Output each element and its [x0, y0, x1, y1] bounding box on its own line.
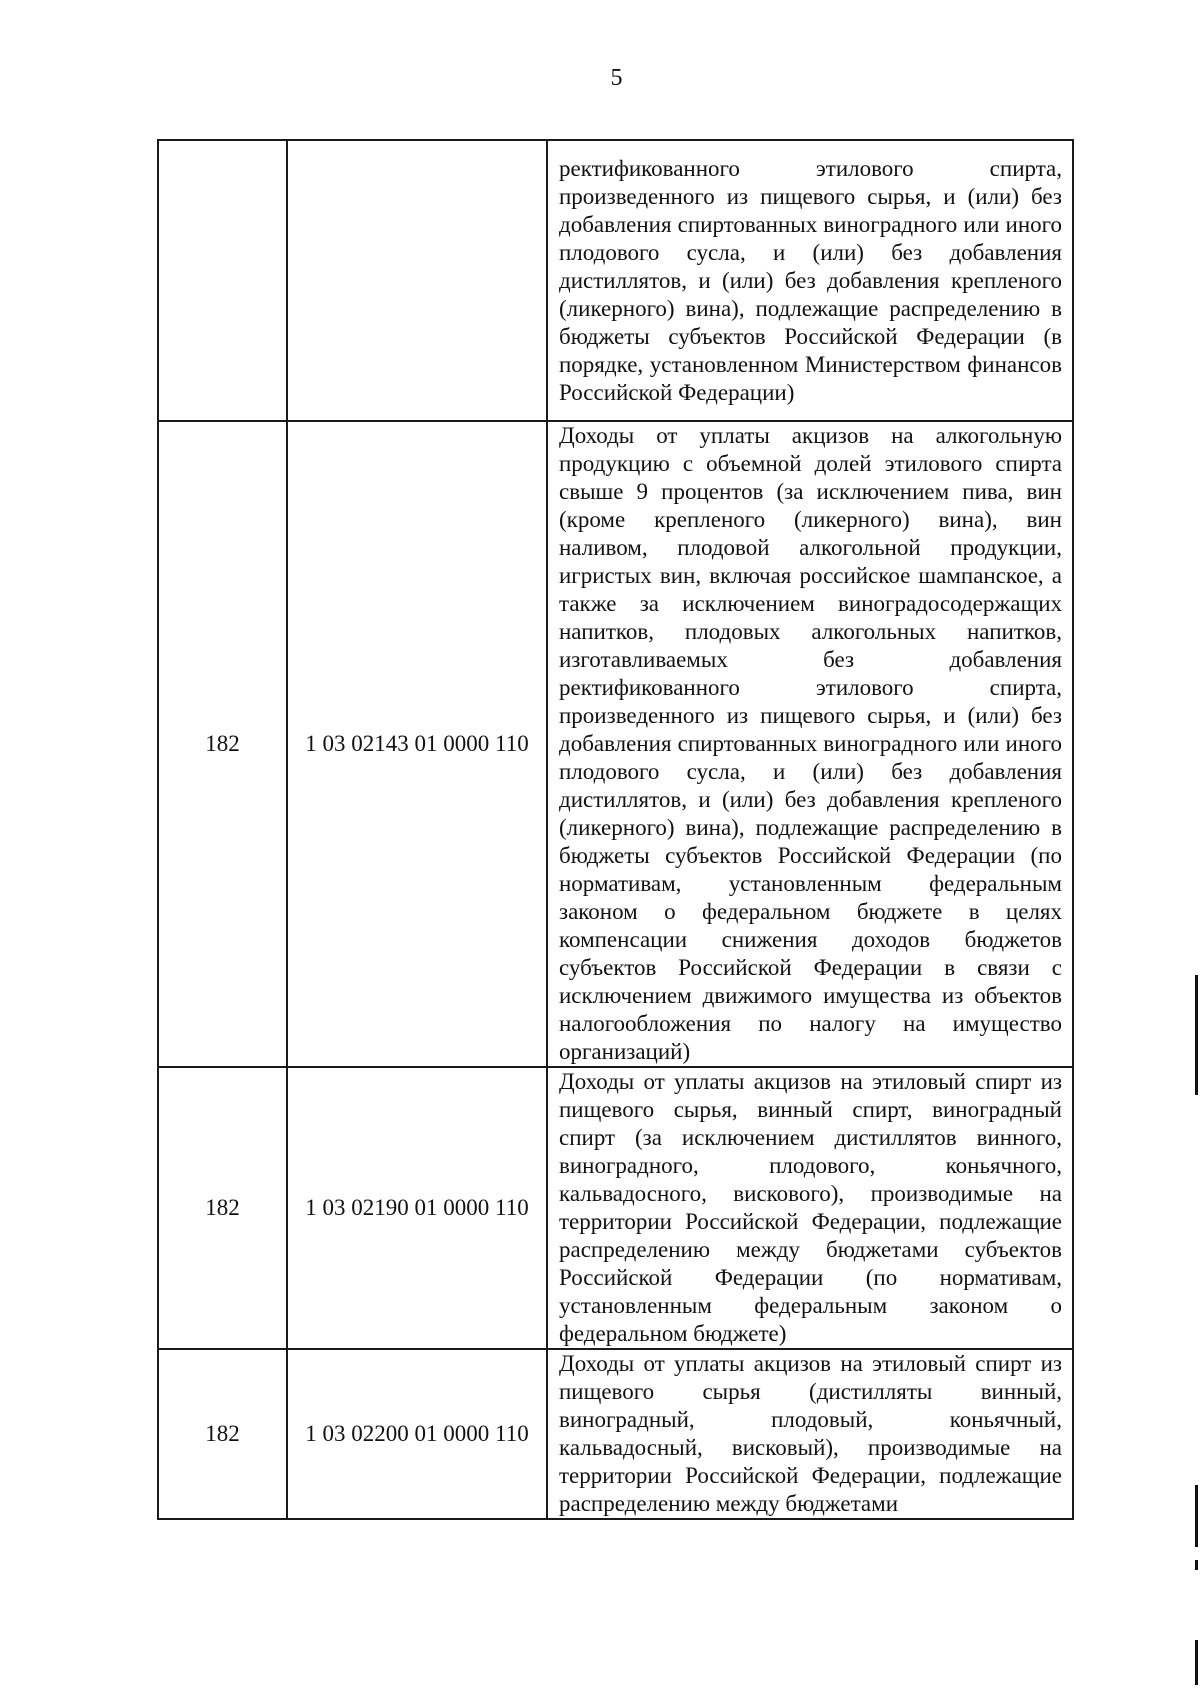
scan-artifact: [1195, 1485, 1198, 1547]
table-row: [158, 1067, 1073, 1349]
budget-code-cell: 1 03 02190 01 0000 110: [287, 1067, 547, 1349]
description-cell: Доходы от уплаты акцизов на этиловый спирт из пищевого сырья (дистилляты винный, виноградный, плодовый, коньячный, кальвадосный, висковый), производимые на территории Российской Федерации, подлежащие распределению между бюджетами: [547, 1349, 1073, 1519]
description-cell: ректификованного этилового спирта, произведенного из пищевого сырья, и (или) без добавления спиртованных виноградного или иного плодового сусла, и (или) без добавления дистиллятов, и (или) без добавления крепленого (ликерного) вина), подлежащие распределению в бюджеты субъектов Российской Федерации (в порядке, установленном Министерством финансов Российской Федерации): [547, 140, 1073, 421]
description-cell: Доходы от уплаты акцизов на этиловый спирт из пищевого сырья, винный спирт, виноградный спирт (за исключением дистиллятов винного, виноградного, плодового, коньячного, кальвадосного, вискового), производимые на территории Российской Федерации, подлежащие распределению между бюджетами субъектов Российской Федерации (по нормативам, установленным федеральным законом о федеральном бюджете): [547, 1067, 1073, 1349]
admin-code-cell: 182: [158, 1067, 287, 1349]
budget-code-cell: 1 03 02200 01 0000 110: [287, 1349, 547, 1519]
scan-artifact: [1195, 975, 1198, 1095]
table-row: [158, 421, 1073, 1067]
budget-classification-table: [157, 139, 1074, 1520]
scan-artifact: [1195, 1560, 1198, 1570]
budget-code-cell: 1 03 02143 01 0000 110: [287, 421, 547, 1067]
admin-code-cell: 182: [158, 421, 287, 1067]
table-row: [158, 140, 1073, 421]
scan-artifact: [1195, 1640, 1198, 1685]
page-number: 5: [610, 65, 623, 91]
table-row: [158, 1349, 1073, 1519]
admin-code-cell: 182: [158, 1349, 287, 1519]
budget-code-cell: [287, 140, 547, 421]
description-cell: Доходы от уплаты акцизов на алкогольную продукцию с объемной долей этилового спирта свыше 9 процентов (за исключением пива, вин (кроме крепленого (ликерного) вина), вин наливом, плодовой алкогольной продукции, игристых вин, включая российское шампанское, а также за исключением виноградосодержащих напитков, плодовых алкогольных напитков, изготавливаемых без добавления ректификованного этилового спирта, произведенного из пищевого сырья, и (или) без добавления спиртованных виноградного или иного плодового сусла, и (или) без добавления дистиллятов, и (или) без добавления крепленого (ликерного) вина), подлежащие распределению в бюджеты субъектов Российской Федерации (по нормативам, установленным федеральным законом о федеральном бюджете в целях компенсации снижения доходов бюджетов субъектов Российской Федерации в связи с исключением движимого имущества из объектов налогообложения по налогу на имущество организаций): [547, 421, 1073, 1067]
admin-code-cell: [158, 140, 287, 421]
